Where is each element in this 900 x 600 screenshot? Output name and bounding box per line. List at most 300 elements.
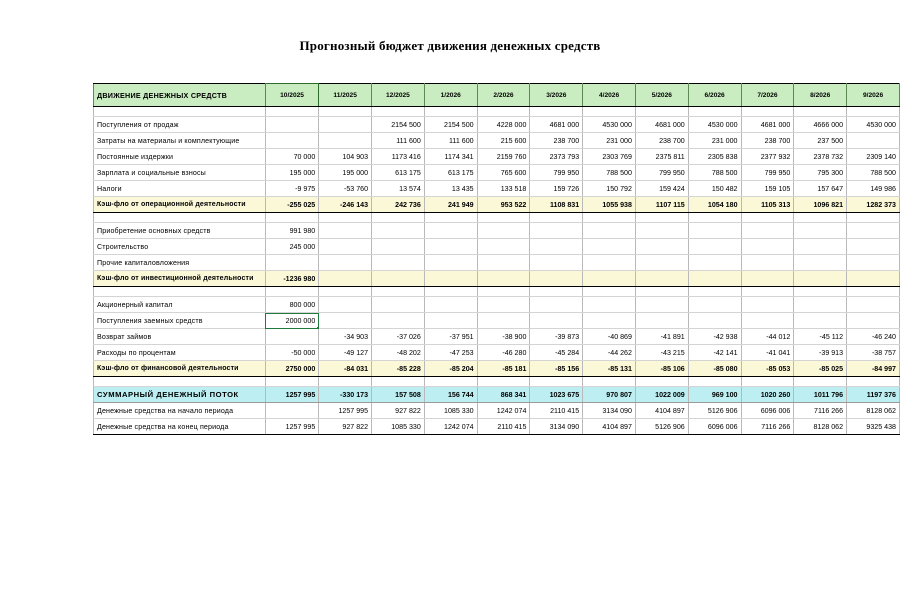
- cell[interactable]: -34 903: [319, 329, 372, 345]
- cell[interactable]: 1282 373: [847, 197, 900, 213]
- cell[interactable]: 245 000: [265, 239, 318, 255]
- cell[interactable]: [319, 297, 372, 313]
- cell[interactable]: [319, 313, 372, 329]
- cell[interactable]: [583, 313, 636, 329]
- cell[interactable]: -43 215: [635, 345, 688, 361]
- cell[interactable]: [319, 271, 372, 287]
- cell[interactable]: [635, 255, 688, 271]
- cell[interactable]: [265, 107, 318, 117]
- cell[interactable]: [794, 239, 847, 255]
- cell[interactable]: [530, 107, 583, 117]
- cell[interactable]: 156 744: [424, 387, 477, 403]
- cell[interactable]: 953 522: [477, 197, 530, 213]
- cell[interactable]: [424, 213, 477, 223]
- cell[interactable]: [847, 107, 900, 117]
- cell[interactable]: 215 600: [477, 133, 530, 149]
- cell[interactable]: 788 500: [583, 165, 636, 181]
- cell[interactable]: [741, 255, 794, 271]
- cell[interactable]: -49 127: [319, 345, 372, 361]
- cell[interactable]: [794, 313, 847, 329]
- cell[interactable]: 6096 006: [688, 419, 741, 435]
- cell[interactable]: 2303 769: [583, 149, 636, 165]
- row-label[interactable]: Денежные средства на конец периода: [94, 419, 266, 435]
- cell[interactable]: [741, 107, 794, 117]
- cell[interactable]: 1096 821: [794, 197, 847, 213]
- cell[interactable]: [530, 223, 583, 239]
- cell[interactable]: 799 950: [741, 165, 794, 181]
- cell[interactable]: [688, 239, 741, 255]
- column-header-2-2026[interactable]: 2/2026: [477, 84, 530, 107]
- cell[interactable]: 5126 906: [635, 419, 688, 435]
- cell[interactable]: [319, 133, 372, 149]
- cell[interactable]: 4104 897: [583, 419, 636, 435]
- cell[interactable]: [424, 255, 477, 271]
- cell[interactable]: [265, 213, 318, 223]
- cell[interactable]: 2377 932: [741, 149, 794, 165]
- cell[interactable]: 1197 376: [847, 387, 900, 403]
- cell[interactable]: 3134 090: [583, 403, 636, 419]
- column-header-1-2026[interactable]: 1/2026: [424, 84, 477, 107]
- cell[interactable]: 8128 062: [794, 419, 847, 435]
- cell[interactable]: -44 012: [741, 329, 794, 345]
- cell[interactable]: -85 131: [583, 361, 636, 377]
- cell[interactable]: [319, 117, 372, 133]
- row-label[interactable]: Кэш-фло от финансовой деятельности: [94, 361, 266, 377]
- cell[interactable]: 159 105: [741, 181, 794, 197]
- cell[interactable]: -45 284: [530, 345, 583, 361]
- cell[interactable]: 799 950: [530, 165, 583, 181]
- cell[interactable]: [741, 223, 794, 239]
- cell[interactable]: 111 600: [372, 133, 425, 149]
- cell[interactable]: -42 938: [688, 329, 741, 345]
- cell[interactable]: 231 000: [688, 133, 741, 149]
- cell[interactable]: -85 181: [477, 361, 530, 377]
- cell[interactable]: 238 700: [635, 133, 688, 149]
- cell[interactable]: [265, 287, 318, 297]
- cell[interactable]: 5126 906: [688, 403, 741, 419]
- cell[interactable]: [319, 377, 372, 387]
- cell[interactable]: [635, 107, 688, 117]
- cell[interactable]: 868 341: [477, 387, 530, 403]
- cell[interactable]: [794, 107, 847, 117]
- cell[interactable]: -48 202: [372, 345, 425, 361]
- cell[interactable]: 1105 313: [741, 197, 794, 213]
- cell[interactable]: [847, 377, 900, 387]
- cell[interactable]: 927 822: [319, 419, 372, 435]
- cell[interactable]: 149 986: [847, 181, 900, 197]
- cell[interactable]: 1023 675: [530, 387, 583, 403]
- cell[interactable]: [583, 213, 636, 223]
- cell[interactable]: 150 792: [583, 181, 636, 197]
- row-label[interactable]: Денежные средства на начало периода: [94, 403, 266, 419]
- cell[interactable]: 2309 140: [847, 149, 900, 165]
- cell[interactable]: 4681 000: [635, 117, 688, 133]
- cell[interactable]: [424, 287, 477, 297]
- cell[interactable]: [477, 239, 530, 255]
- cell[interactable]: [372, 223, 425, 239]
- fill-handle[interactable]: [317, 327, 319, 329]
- cell[interactable]: 613 175: [424, 165, 477, 181]
- column-header-7-2026[interactable]: 7/2026: [741, 84, 794, 107]
- cell[interactable]: [583, 287, 636, 297]
- cell[interactable]: [424, 239, 477, 255]
- cell[interactable]: -41 041: [741, 345, 794, 361]
- cell[interactable]: [635, 313, 688, 329]
- cell[interactable]: -85 156: [530, 361, 583, 377]
- cell[interactable]: [424, 271, 477, 287]
- cell[interactable]: [794, 297, 847, 313]
- cell[interactable]: 70 000: [265, 149, 318, 165]
- cell[interactable]: -39 913: [794, 345, 847, 361]
- cell[interactable]: 195 000: [319, 165, 372, 181]
- cell[interactable]: -44 262: [583, 345, 636, 361]
- cell[interactable]: 4666 000: [794, 117, 847, 133]
- cell[interactable]: 195 000: [265, 165, 318, 181]
- cell[interactable]: [530, 377, 583, 387]
- cell[interactable]: [741, 271, 794, 287]
- cell[interactable]: [424, 297, 477, 313]
- cell[interactable]: -37 026: [372, 329, 425, 345]
- row-label[interactable]: Постоянные издержки: [94, 149, 266, 165]
- cell[interactable]: [530, 239, 583, 255]
- cell[interactable]: [372, 239, 425, 255]
- cell[interactable]: [265, 133, 318, 149]
- cell[interactable]: -255 025: [265, 197, 318, 213]
- cell[interactable]: 4530 000: [847, 117, 900, 133]
- cell[interactable]: [635, 377, 688, 387]
- cell[interactable]: -39 873: [530, 329, 583, 345]
- cell[interactable]: 800 000: [265, 297, 318, 313]
- cell[interactable]: 13 435: [424, 181, 477, 197]
- row-label[interactable]: Кэш-фло от инвестиционной деятельности: [94, 271, 266, 287]
- cell[interactable]: -1236 980: [265, 271, 318, 287]
- cell[interactable]: 2159 760: [477, 149, 530, 165]
- cell[interactable]: 788 500: [847, 165, 900, 181]
- cell[interactable]: [372, 297, 425, 313]
- cell[interactable]: 1108 831: [530, 197, 583, 213]
- cell[interactable]: -85 204: [424, 361, 477, 377]
- cell[interactable]: [794, 223, 847, 239]
- cell[interactable]: -85 025: [794, 361, 847, 377]
- cell[interactable]: -41 891: [635, 329, 688, 345]
- cell[interactable]: [530, 297, 583, 313]
- cell[interactable]: [635, 213, 688, 223]
- cell[interactable]: 1020 260: [741, 387, 794, 403]
- cell[interactable]: [477, 255, 530, 271]
- cell[interactable]: [530, 255, 583, 271]
- cell[interactable]: [477, 287, 530, 297]
- cell[interactable]: -38 757: [847, 345, 900, 361]
- cell[interactable]: 2378 732: [794, 149, 847, 165]
- row-label[interactable]: Строительство: [94, 239, 266, 255]
- cell[interactable]: [265, 377, 318, 387]
- cell[interactable]: [372, 255, 425, 271]
- cell[interactable]: 1242 074: [477, 403, 530, 419]
- cell[interactable]: [477, 271, 530, 287]
- cell[interactable]: 765 600: [477, 165, 530, 181]
- cell[interactable]: [741, 213, 794, 223]
- cell[interactable]: [635, 223, 688, 239]
- cell[interactable]: 927 822: [372, 403, 425, 419]
- table-row: [94, 361, 900, 377]
- cell[interactable]: 7116 266: [794, 403, 847, 419]
- cell[interactable]: [741, 313, 794, 329]
- cell[interactable]: -42 141: [688, 345, 741, 361]
- cell[interactable]: 2305 838: [688, 149, 741, 165]
- cell[interactable]: -9 975: [265, 181, 318, 197]
- column-header-4-2026[interactable]: 4/2026: [583, 84, 636, 107]
- cell[interactable]: [265, 329, 318, 345]
- cell[interactable]: [583, 271, 636, 287]
- cell[interactable]: [688, 377, 741, 387]
- cell[interactable]: [583, 107, 636, 117]
- cell[interactable]: [424, 223, 477, 239]
- row-label[interactable]: СУММАРНЫЙ ДЕНЕЖНЫЙ ПОТОК: [94, 387, 266, 403]
- cell[interactable]: -246 143: [319, 197, 372, 213]
- cell[interactable]: -37 951: [424, 329, 477, 345]
- cell[interactable]: 1174 341: [424, 149, 477, 165]
- column-header-9-2026[interactable]: 9/2026: [847, 84, 900, 107]
- cell[interactable]: 6096 006: [741, 403, 794, 419]
- cell[interactable]: [530, 287, 583, 297]
- cell[interactable]: [847, 255, 900, 271]
- cell[interactable]: [477, 313, 530, 329]
- cell[interactable]: -85 228: [372, 361, 425, 377]
- cell[interactable]: [847, 297, 900, 313]
- cell[interactable]: 795 300: [794, 165, 847, 181]
- cell[interactable]: 970 807: [583, 387, 636, 403]
- cell[interactable]: [688, 107, 741, 117]
- cell[interactable]: 111 600: [424, 133, 477, 149]
- cell[interactable]: 1242 074: [424, 419, 477, 435]
- column-header-11-2025[interactable]: 11/2025: [319, 84, 372, 107]
- cell[interactable]: [741, 239, 794, 255]
- cell[interactable]: 1257 995: [265, 419, 318, 435]
- cell[interactable]: [372, 271, 425, 287]
- cell[interactable]: 4530 000: [688, 117, 741, 133]
- cell[interactable]: [265, 255, 318, 271]
- cell[interactable]: [583, 239, 636, 255]
- cell[interactable]: [424, 313, 477, 329]
- cell[interactable]: -84 031: [319, 361, 372, 377]
- row-label[interactable]: Затраты на материалы и комплектующие: [94, 133, 266, 149]
- cell[interactable]: [847, 223, 900, 239]
- cell[interactable]: 1055 938: [583, 197, 636, 213]
- cell[interactable]: [477, 107, 530, 117]
- cell[interactable]: [424, 107, 477, 117]
- cell[interactable]: [847, 239, 900, 255]
- cell[interactable]: 2154 500: [424, 117, 477, 133]
- row-label[interactable]: Акционерный капитал: [94, 297, 266, 313]
- column-header-5-2026[interactable]: 5/2026: [635, 84, 688, 107]
- cell[interactable]: [794, 377, 847, 387]
- cell[interactable]: 1173 416: [372, 149, 425, 165]
- cell[interactable]: 2110 415: [477, 419, 530, 435]
- cell[interactable]: [477, 377, 530, 387]
- active-cell[interactable]: 2000 000: [265, 313, 318, 329]
- cell[interactable]: [688, 313, 741, 329]
- cell[interactable]: [688, 287, 741, 297]
- cell[interactable]: 799 950: [635, 165, 688, 181]
- cell[interactable]: [794, 213, 847, 223]
- cell[interactable]: 241 949: [424, 197, 477, 213]
- cell[interactable]: -84 997: [847, 361, 900, 377]
- row-label[interactable]: [94, 107, 266, 117]
- cell[interactable]: 9325 438: [847, 419, 900, 435]
- cell[interactable]: 159 424: [635, 181, 688, 197]
- cell[interactable]: -85 106: [635, 361, 688, 377]
- cell[interactable]: [477, 213, 530, 223]
- cell[interactable]: -46 240: [847, 329, 900, 345]
- cell[interactable]: 4681 000: [741, 117, 794, 133]
- cell[interactable]: [530, 271, 583, 287]
- cell[interactable]: [477, 223, 530, 239]
- cell[interactable]: 1085 330: [424, 403, 477, 419]
- cell[interactable]: -38 900: [477, 329, 530, 345]
- cell[interactable]: [319, 223, 372, 239]
- cell[interactable]: 2750 000: [265, 361, 318, 377]
- cell[interactable]: [794, 271, 847, 287]
- cell[interactable]: 1022 009: [635, 387, 688, 403]
- cell[interactable]: -40 869: [583, 329, 636, 345]
- cell[interactable]: [847, 271, 900, 287]
- cell[interactable]: [530, 313, 583, 329]
- column-header-10-2025[interactable]: 10/2025: [265, 84, 318, 107]
- cell[interactable]: [688, 255, 741, 271]
- row-label[interactable]: Прочие капиталовложения: [94, 255, 266, 271]
- cell[interactable]: -85 080: [688, 361, 741, 377]
- column-header-12-2025[interactable]: 12/2025: [372, 84, 425, 107]
- cell[interactable]: [741, 377, 794, 387]
- cell[interactable]: 150 482: [688, 181, 741, 197]
- row-label[interactable]: Приобретение основных средств: [94, 223, 266, 239]
- cell[interactable]: [794, 255, 847, 271]
- cell[interactable]: 238 700: [741, 133, 794, 149]
- cell[interactable]: 8128 062: [847, 403, 900, 419]
- cell[interactable]: [635, 239, 688, 255]
- cell[interactable]: 613 175: [372, 165, 425, 181]
- row-label[interactable]: [94, 377, 266, 387]
- row-label[interactable]: Возврат займов: [94, 329, 266, 345]
- cell[interactable]: [847, 133, 900, 149]
- cell[interactable]: 159 726: [530, 181, 583, 197]
- cell[interactable]: [688, 223, 741, 239]
- cell[interactable]: -85 053: [741, 361, 794, 377]
- cell[interactable]: [583, 255, 636, 271]
- cell[interactable]: [372, 377, 425, 387]
- cell[interactable]: -46 280: [477, 345, 530, 361]
- cell[interactable]: [319, 255, 372, 271]
- cell[interactable]: [688, 213, 741, 223]
- column-header-6-2026[interactable]: 6/2026: [688, 84, 741, 107]
- cell[interactable]: -330 173: [319, 387, 372, 403]
- cell[interactable]: [741, 297, 794, 313]
- cell[interactable]: 1257 995: [319, 403, 372, 419]
- row-label[interactable]: Зарплата и социальные взносы: [94, 165, 266, 181]
- cell[interactable]: 2110 415: [530, 403, 583, 419]
- cell[interactable]: 4530 000: [583, 117, 636, 133]
- cell[interactable]: 3134 090: [530, 419, 583, 435]
- cell[interactable]: 4104 897: [635, 403, 688, 419]
- cell[interactable]: [265, 403, 318, 419]
- cell[interactable]: [530, 213, 583, 223]
- cell[interactable]: 242 736: [372, 197, 425, 213]
- cell[interactable]: 231 000: [583, 133, 636, 149]
- row-label[interactable]: Кэш-фло от операционной деятельности: [94, 197, 266, 213]
- row-label[interactable]: Поступления заемных средств: [94, 313, 266, 329]
- column-header-8-2026[interactable]: 8/2026: [794, 84, 847, 107]
- cell[interactable]: [635, 287, 688, 297]
- cell[interactable]: 788 500: [688, 165, 741, 181]
- cell[interactable]: [319, 107, 372, 117]
- cell[interactable]: -50 000: [265, 345, 318, 361]
- cell[interactable]: 157 508: [372, 387, 425, 403]
- cell[interactable]: [741, 287, 794, 297]
- column-header-3-2026[interactable]: 3/2026: [530, 84, 583, 107]
- cell[interactable]: 991 980: [265, 223, 318, 239]
- cell[interactable]: [583, 377, 636, 387]
- cell[interactable]: 1011 796: [794, 387, 847, 403]
- cell[interactable]: [635, 297, 688, 313]
- cell[interactable]: [688, 271, 741, 287]
- cell[interactable]: [477, 297, 530, 313]
- cell[interactable]: 2373 793: [530, 149, 583, 165]
- cell[interactable]: [847, 287, 900, 297]
- cell[interactable]: 2375 811: [635, 149, 688, 165]
- cell[interactable]: 1257 995: [265, 387, 318, 403]
- cell[interactable]: [319, 239, 372, 255]
- cell[interactable]: 1085 330: [372, 419, 425, 435]
- cell[interactable]: 237 500: [794, 133, 847, 149]
- cell[interactable]: [635, 271, 688, 287]
- row-label[interactable]: Поступления от продаж: [94, 117, 266, 133]
- cell[interactable]: 969 100: [688, 387, 741, 403]
- cell[interactable]: [847, 313, 900, 329]
- cell[interactable]: [583, 297, 636, 313]
- cell[interactable]: [372, 213, 425, 223]
- cell[interactable]: -53 760: [319, 181, 372, 197]
- cell[interactable]: 157 647: [794, 181, 847, 197]
- row-label[interactable]: [94, 287, 266, 297]
- cell[interactable]: 7116 266: [741, 419, 794, 435]
- cell[interactable]: 133 518: [477, 181, 530, 197]
- cell[interactable]: [372, 107, 425, 117]
- cell[interactable]: 4681 000: [530, 117, 583, 133]
- cell[interactable]: [372, 313, 425, 329]
- cell[interactable]: 13 574: [372, 181, 425, 197]
- cell[interactable]: [372, 287, 425, 297]
- cell[interactable]: [794, 287, 847, 297]
- row-label[interactable]: Расходы по процентам: [94, 345, 266, 361]
- cell[interactable]: [424, 377, 477, 387]
- cell[interactable]: 4228 000: [477, 117, 530, 133]
- cell[interactable]: 1054 180: [688, 197, 741, 213]
- cell[interactable]: 1107 115: [635, 197, 688, 213]
- cell[interactable]: -45 112: [794, 329, 847, 345]
- cell[interactable]: [265, 117, 318, 133]
- row-label[interactable]: Налоги: [94, 181, 266, 197]
- cell[interactable]: 104 903: [319, 149, 372, 165]
- cell[interactable]: 2154 500: [372, 117, 425, 133]
- cell[interactable]: [688, 297, 741, 313]
- cell[interactable]: [319, 213, 372, 223]
- cell[interactable]: -47 253: [424, 345, 477, 361]
- row-label[interactable]: [94, 213, 266, 223]
- cell[interactable]: [319, 287, 372, 297]
- cell[interactable]: 238 700: [530, 133, 583, 149]
- cell[interactable]: [583, 223, 636, 239]
- cell[interactable]: [847, 213, 900, 223]
